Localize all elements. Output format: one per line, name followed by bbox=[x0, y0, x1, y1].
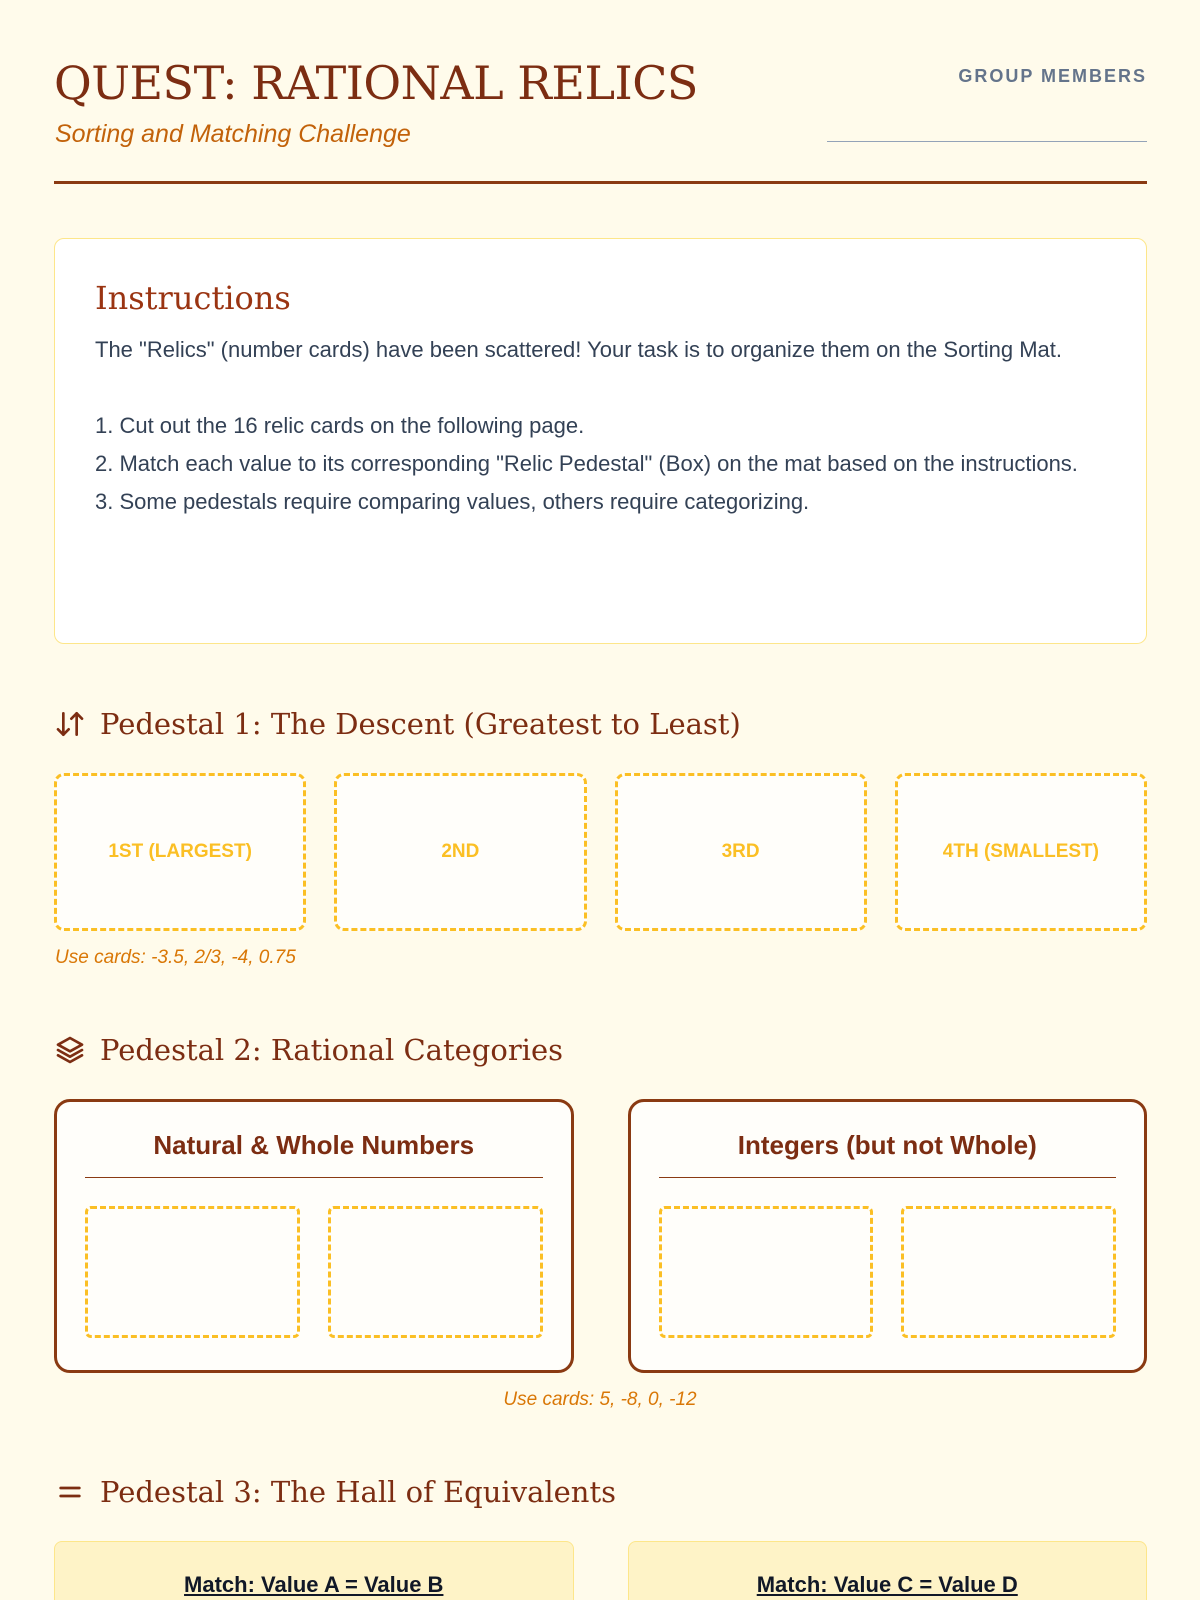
pedestal-3-heading bbox=[54, 1472, 616, 1512]
match-title: Match: Value C = Value D bbox=[756, 1572, 1018, 1597]
page-subtitle: Sorting and Matching Challenge bbox=[55, 120, 411, 148]
pedestal-1-hint: Use cards: -3.5, 2/3, -4, 0.75 bbox=[55, 947, 296, 968]
slot-label: 3RD bbox=[721, 841, 760, 862]
category-title: Integers (but not Whole) bbox=[659, 1130, 1117, 1178]
category-slot[interactable] bbox=[901, 1206, 1116, 1338]
pedestal-2-title: Pedestal 2: Rational Categories bbox=[100, 1033, 563, 1067]
group-members-label: GROUP MEMBERS bbox=[958, 66, 1147, 86]
equals-icon bbox=[54, 1476, 86, 1508]
category-box-natural-whole bbox=[54, 1099, 574, 1373]
pedestal-1-slots bbox=[54, 773, 1147, 931]
worksheet-header bbox=[54, 56, 1147, 184]
match-box-c-d bbox=[628, 1541, 1148, 1600]
category-title: Natural & Whole Numbers bbox=[85, 1130, 543, 1178]
slot-2nd[interactable] bbox=[334, 773, 586, 931]
pedestal-2-hint: Use cards: 5, -8, 0, -12 bbox=[503, 1389, 697, 1410]
layers-icon bbox=[54, 1034, 86, 1066]
category-box-integers bbox=[628, 1099, 1148, 1373]
pedestal-1-title: Pedestal 1: The Descent (Greatest to Least) bbox=[100, 707, 741, 741]
category-slot[interactable] bbox=[659, 1206, 874, 1338]
category-slot[interactable] bbox=[328, 1206, 543, 1338]
group-members-line bbox=[827, 141, 1147, 142]
pedestal-3-title: Pedestal 3: The Hall of Equivalents bbox=[100, 1475, 617, 1509]
slot-label: 4TH (SMALLEST) bbox=[942, 841, 1099, 862]
category-slot[interactable] bbox=[85, 1206, 300, 1338]
pedestal-2-heading bbox=[54, 1030, 563, 1070]
instructions-title: Instructions bbox=[95, 279, 291, 317]
arrow-down-up-icon bbox=[54, 708, 86, 740]
pedestal-3-matches bbox=[54, 1541, 1147, 1600]
page-title: QUEST: RATIONAL RELICS bbox=[54, 56, 698, 110]
match-box-a-b bbox=[54, 1541, 574, 1600]
instructions-body: The "Relics" (number cards) have been scattered! Your task is to organize them on the Sorting Mat. 1. Cut out the 16 relic cards on the following page. 2. Match each value to its corresponding "Relic Pedestal" (Box) on the mat based on the instructions. 3. Some pedestals require comparing values, others require categorizing. bbox=[95, 337, 1078, 514]
slot-4th[interactable] bbox=[895, 773, 1147, 931]
instructions-card bbox=[54, 238, 1147, 644]
match-title: Match: Value A = Value B bbox=[184, 1572, 444, 1597]
slot-label: 1ST (LARGEST) bbox=[108, 841, 252, 862]
slot-1st[interactable] bbox=[54, 773, 306, 931]
pedestal-2-categories bbox=[54, 1099, 1147, 1373]
slot-3rd[interactable] bbox=[615, 773, 867, 931]
slot-label: 2ND bbox=[441, 841, 480, 862]
pedestal-1-heading bbox=[54, 704, 741, 744]
